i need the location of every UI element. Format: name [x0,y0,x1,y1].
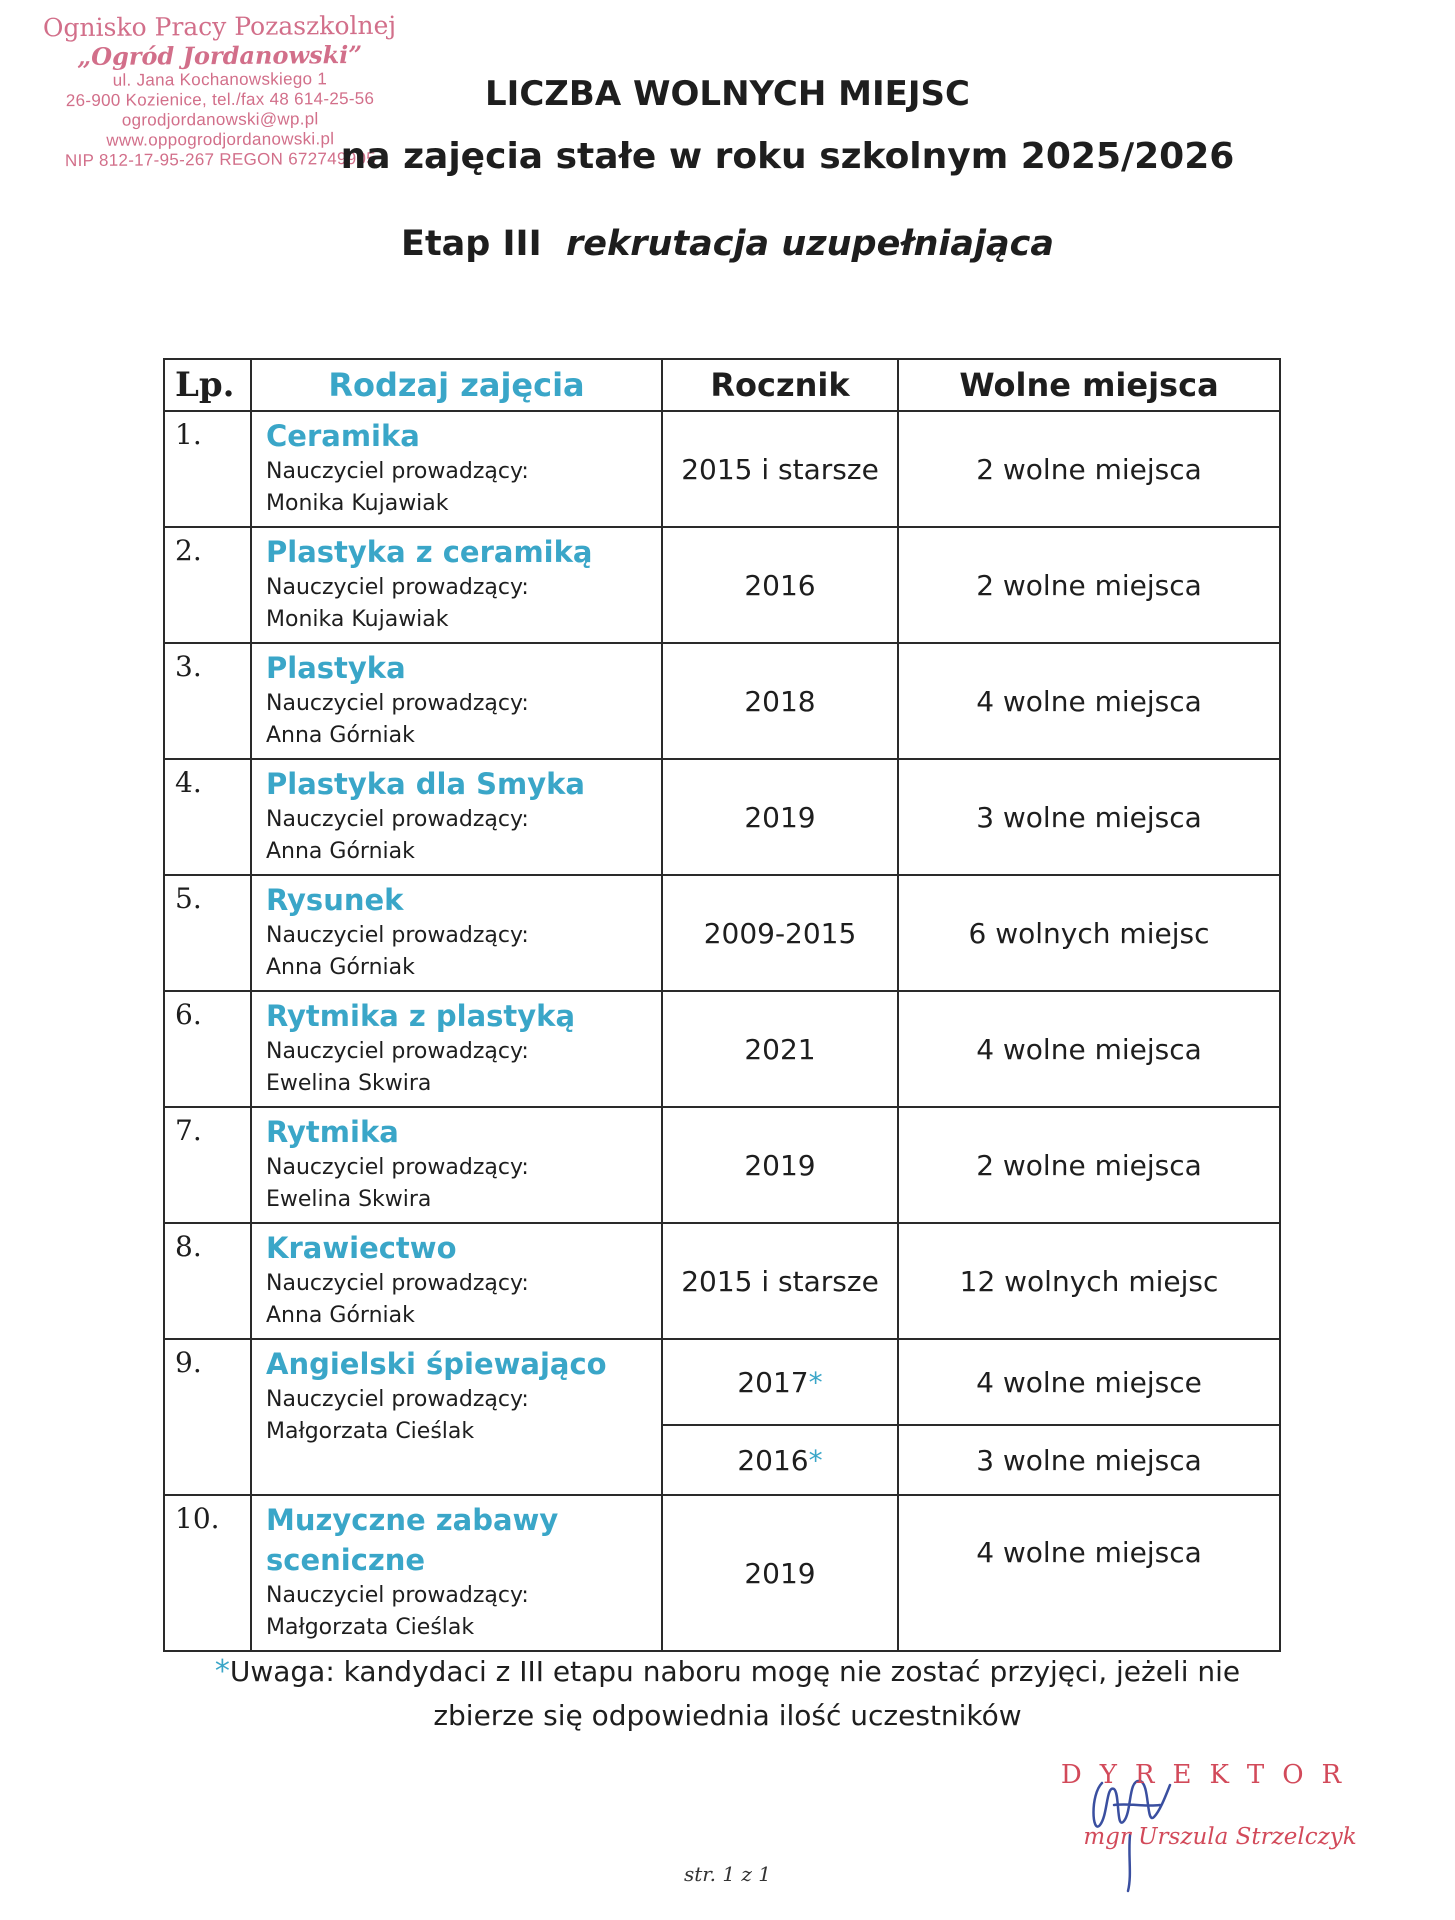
table-row [164,759,1280,875]
teacher-name: Monika Kujawiak [266,491,449,516]
year-cell: 2021 [662,991,898,1107]
row-number: 1. [164,411,251,527]
year-cell: 2019 [662,759,898,875]
teacher-label: Nauczyciel prowadzący: [266,1583,529,1608]
activity-name: Rysunek [266,883,404,917]
activity-cell [251,1495,662,1651]
year-value: 2017 [737,1365,809,1399]
table-row [164,643,1280,759]
activity-name: Krawiectwo [266,1231,457,1265]
teacher-name: Anna Górniak [266,955,415,980]
teacher-name: Małgorzata Cieślak [266,1419,475,1444]
year-value: 2016 [737,1443,809,1477]
asterisk-mark: * [808,1365,823,1399]
free-places-cell: 2 wolne miejsca [898,1107,1280,1223]
table-row [164,527,1280,643]
director-title: DYREKTOR [1060,1760,1360,1790]
teacher-label: Nauczyciel prowadzący: [266,1039,529,1064]
row-number: 6. [164,991,251,1107]
year-cell [662,1339,898,1425]
activity-name: Plastyka z ceramiką [266,535,593,569]
free-places-cell: 3 wolne miejsca [898,1425,1280,1495]
stage-description: rekrutacja uzupełniająca [565,224,1054,264]
teacher-name: Ewelina Skwira [266,1187,432,1212]
teacher-label: Nauczyciel prowadzący: [266,807,529,832]
activity-name: Angielski śpiewająco [266,1347,607,1381]
activity-name: Rytmika z plastyką [266,999,576,1033]
vacancies-table [163,358,1281,1652]
teacher-name: Anna Górniak [266,839,415,864]
table-row [164,875,1280,991]
free-places-cell: 6 wolnych miejsc [898,875,1280,991]
teacher-label: Nauczyciel prowadzący: [266,1271,529,1296]
header-year: Rocznik [662,359,898,411]
activity-name: Ceramika [266,419,420,453]
table-row [164,1339,1280,1425]
row-number: 5. [164,875,251,991]
activity-name: Plastyka dla Smyka [266,767,585,801]
year-cell [662,1425,898,1495]
teacher-name: Ewelina Skwira [266,1071,432,1096]
header-activity: Rodzaj zajęcia [251,359,662,411]
activity-cell [251,991,662,1107]
footnote [0,1650,1455,1738]
row-number: 2. [164,527,251,643]
year-cell: 2015 i starsze [662,411,898,527]
stamp-line: NIP 812-17-95-267 REGON 672749905 [64,148,377,171]
stamp-line: www.oppogrodjordanowski.pl [106,129,335,150]
director-stamp [1020,1760,1400,1850]
page-number: str. 1 z 1 [683,1862,772,1886]
table-row [164,1107,1280,1223]
activity-cell [251,527,662,643]
free-places-cell: 4 wolne miejsca [898,1495,1280,1651]
asterisk-mark: * [214,1654,230,1689]
year-cell: 2015 i starsze [662,1223,898,1339]
activity-cell [251,875,662,991]
free-places-cell: 2 wolne miejsca [898,527,1280,643]
activity-name: Plastyka [266,651,406,685]
free-places-cell: 3 wolne miejsca [898,759,1280,875]
footnote-line: Uwaga: kandydaci z III etapu naboru mogę nie zostać przyjęci, jeżeli nie [229,1655,1241,1688]
table-row [164,411,1280,527]
teacher-label: Nauczyciel prowadzący: [266,691,529,716]
director-name: mgr Urszula Strzelczyk [1083,1824,1357,1850]
free-places-cell: 12 wolnych miejsc [898,1223,1280,1339]
stamp-line: ogrodjordanowski@wp.pl [121,109,319,130]
activity-name: Rytmika [266,1115,399,1149]
table-row [164,1495,1280,1651]
asterisk-mark: * [808,1443,823,1477]
header-lp: Lp. [164,359,251,411]
stage-heading [0,224,1455,264]
activity-cell [251,643,662,759]
year-cell: 2009-2015 [662,875,898,991]
free-places-cell: 4 wolne miejsca [898,991,1280,1107]
free-places-cell: 4 wolne miejsca [898,643,1280,759]
activity-cell [251,759,662,875]
row-number: 10. [164,1495,251,1651]
teacher-name: Anna Górniak [266,723,415,748]
teacher-name: Monika Kujawiak [266,607,449,632]
year-cell: 2019 [662,1107,898,1223]
activity-name: sceniczne [266,1543,426,1577]
teacher-label: Nauczyciel prowadzący: [266,923,529,948]
teacher-label: Nauczyciel prowadzący: [266,1387,529,1412]
free-places-cell: 4 wolne miejsce [898,1339,1280,1425]
activity-cell [251,411,662,527]
teacher-name: Anna Górniak [266,1303,415,1328]
row-number: 9. [164,1339,251,1495]
activity-cell [251,1339,662,1495]
page-subtitle: na zajęcia stałe w roku szkolnym 2025/2026 [340,136,1235,177]
stamp-line: 26-900 Kozienice, tel./fax 48 614-25-56 [65,88,375,110]
row-number: 4. [164,759,251,875]
teacher-name: Małgorzata Cieślak [266,1615,475,1640]
table-header-row [164,359,1280,411]
header-free: Wolne miejsca [898,359,1280,411]
free-places-cell: 2 wolne miejsca [898,411,1280,527]
stamp-line: „Ogród Jordanowski” [77,39,363,71]
stage-label: Etap III [401,224,542,264]
footnote-line: zbierze się odpowiednia ilość uczestników [433,1699,1022,1732]
activity-cell [251,1223,662,1339]
stamp-line: ul. Jana Kochanowskiego 1 [112,69,328,90]
activity-name: Muzyczne zabawy [266,1503,559,1537]
activity-cell [251,1107,662,1223]
table-row [164,1223,1280,1339]
row-number: 8. [164,1223,251,1339]
page-title: LICZBA WOLNYCH MIEJSC [485,74,970,114]
year-cell: 2016 [662,527,898,643]
teacher-label: Nauczyciel prowadzący: [266,1155,529,1180]
year-cell: 2018 [662,643,898,759]
teacher-label: Nauczyciel prowadzący: [266,575,529,600]
teacher-label: Nauczyciel prowadzący: [266,459,529,484]
row-number: 3. [164,643,251,759]
year-cell: 2019 [662,1495,898,1651]
table-row [164,991,1280,1107]
stamp-line: Ognisko Pracy Pozaszkolnej [42,10,397,43]
row-number: 7. [164,1107,251,1223]
